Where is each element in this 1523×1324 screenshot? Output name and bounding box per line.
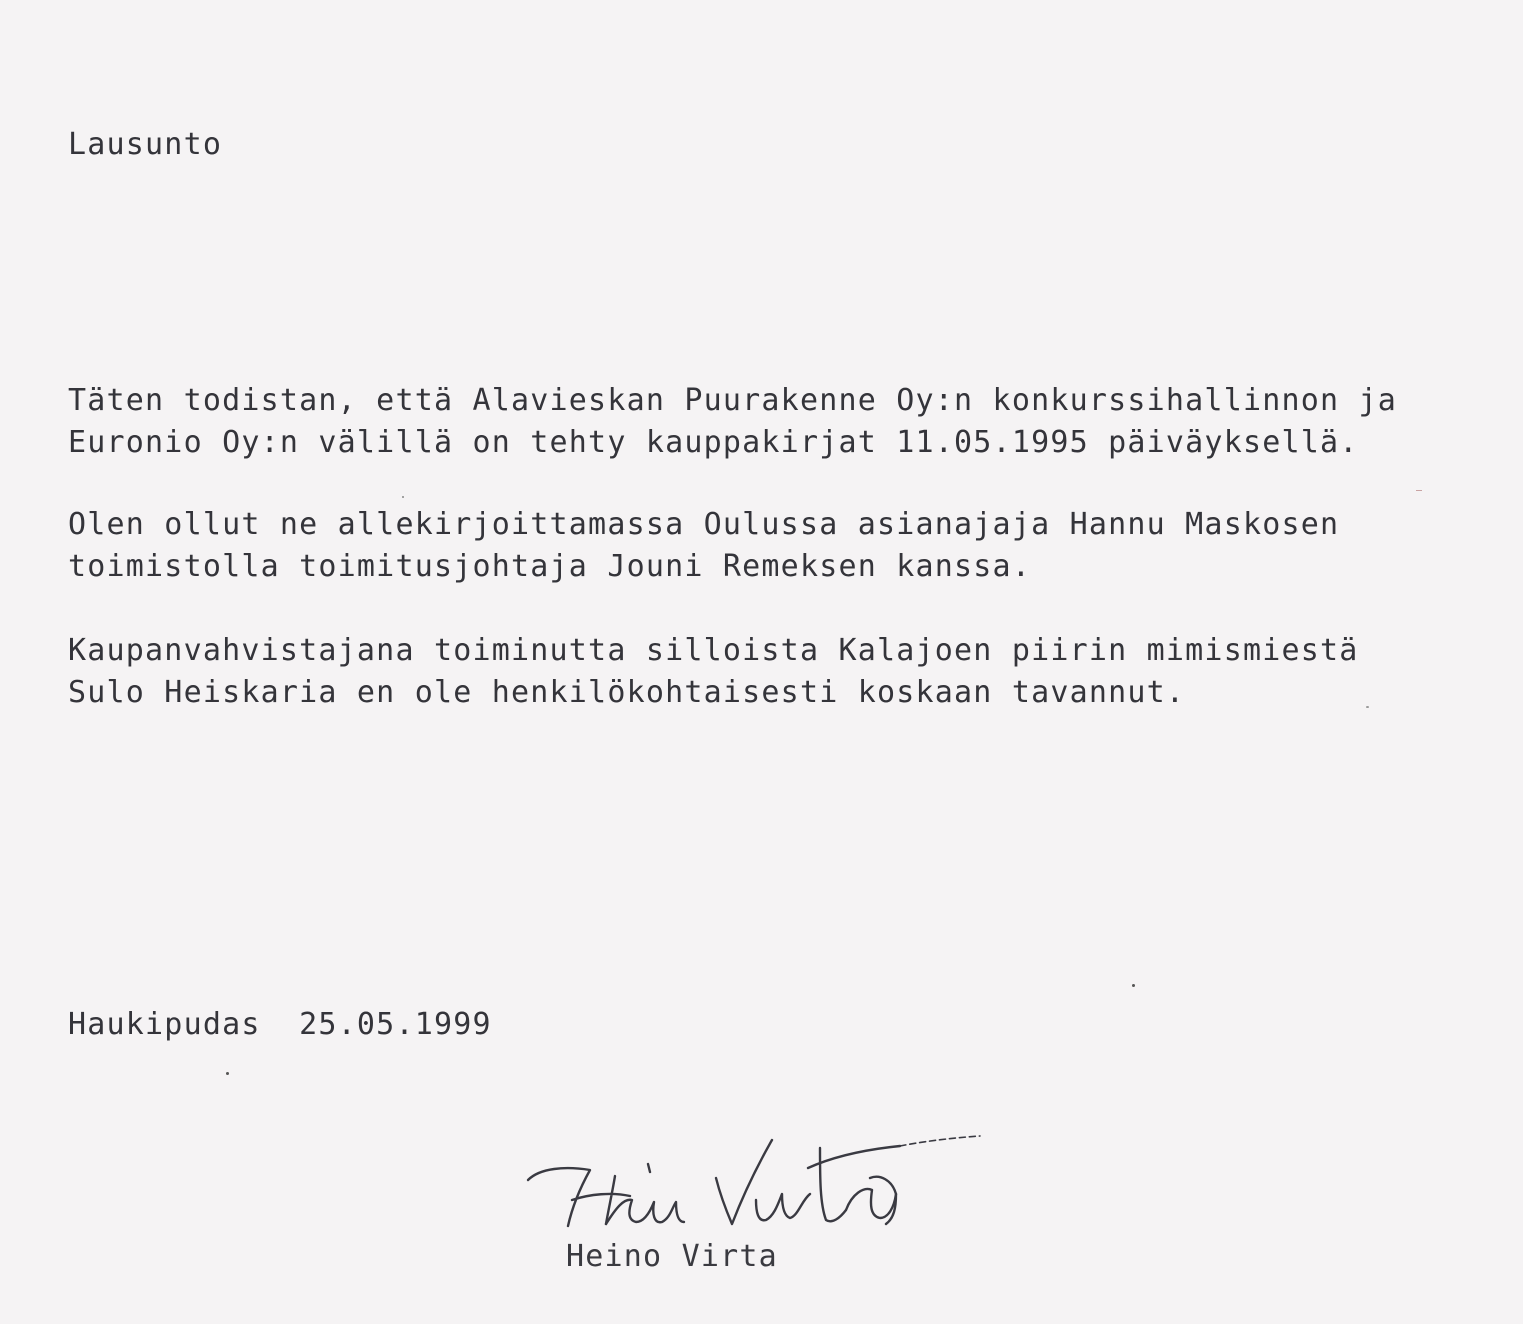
paragraph-line: Kaupanvahvistajana toiminutta silloista Kalajoen piirin mimismiestä — [68, 633, 1359, 668]
paragraph-line: Sulo Heiskaria en ole henkilökohtaisesti koskaan tavannut. — [68, 675, 1186, 710]
handwritten-signature — [520, 1128, 990, 1238]
place-and-date: Haukipudas 25.05.1999 — [68, 1007, 492, 1042]
signer-name: Heino Virta — [566, 1239, 778, 1274]
paragraph-line: Euronio Oy:n välillä on tehty kauppakirjat 11.05.1995 päiväyksellä. — [68, 425, 1359, 460]
paper-speck — [402, 496, 404, 498]
paper-speck — [1366, 706, 1369, 708]
paper-speck — [1416, 490, 1422, 491]
paper-speck — [1132, 984, 1135, 987]
paragraph-line: Olen ollut ne allekirjoittamassa Oulussa asianajaja Hannu Maskosen — [68, 507, 1340, 542]
paragraph-line: Täten todistan, että Alavieskan Puurakenne Oy:n konkurssihallinnon ja — [68, 383, 1398, 418]
paragraph-line: toimistolla toimitusjohtaja Jouni Remeksen kanssa. — [68, 549, 1032, 584]
paper-speck — [226, 1072, 229, 1075]
document-title: Lausunto — [68, 127, 223, 162]
